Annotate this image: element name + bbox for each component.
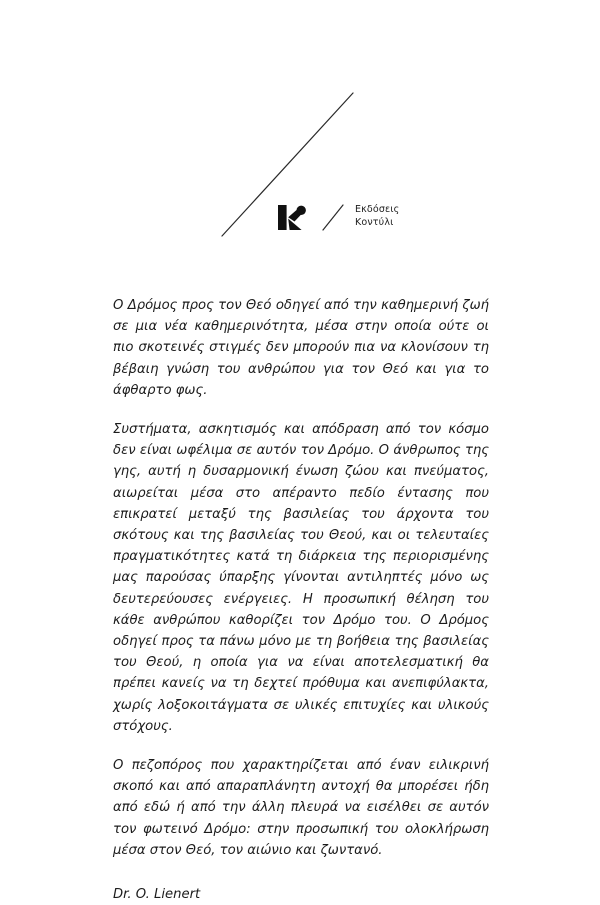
short-slash-line [323, 205, 343, 230]
paragraph-2: Συστήματα, ασκητισμός και απόδραση από τον κόσμο δεν είναι ωφέλιμα σε αυτόν τον Δρόμο. Ο άνθρωπος της γης, αυτή η δυσαρμονική ένωση ζώου και πνεύματος, αιωρείται μέσα στο απέραντο πεδίο έντασης που επικρατεί μεταξύ της βασιλείας του άρχοντα του σκότους και της βασιλείας του Θεού, και οι τελευταίες πραγματικότητες κατά τη διάρκεια της περιορισμένης μας παρούσας ύπαρξης γίνονται αντιληπτές μόνο ως δευτερεύουσες ενέργειες. Η προσωπική θέληση του κάθε ανθρώπου καθορίζει τον Δρόμο του. Ο Δρόμος οδηγεί προς τα πάνω μόνο με τη βοήθεια της βασιλείας του Θεού, η οποία για να είναι αποτελεσματική θα πρέπει κανείς να τη δεχτεί πρόθυμα και ανεπιφύλακτα, χωρίς λοξοκοιτάγματα σε υλικές επιτυχίες και υλικούς στόχους. [113, 422, 489, 734]
paragraph-1: Ο Δρόμος προς τον Θεό οδηγεί από την καθημερινή ζωή σε μια νέα καθημερινότητα, μέσα στην οποία ούτε οι πιο σκοτεινές στιγμές δεν μπορούν πια να κλονίσουν τη βέβαιη γνώση του ανθρώπου για τον Θεό και για το άφθαρτο φως. [113, 298, 489, 398]
kontyli-k-mark-icon [277, 201, 313, 233]
publisher-name [355, 203, 399, 229]
publisher-name-line-1: Εκδόσεις [355, 204, 400, 215]
paragraph-3: Ο πεζοπόρος που χαρακτηρίζεται από έναν ειλικρινή σκοπό και από απαραπλάνητη αντοχή θα μπορέσει ήδη από εδώ ή από την άλλη πλευρά να εισέλθει σε αυτόν τον φωτεινό Δρόμο: στην προσωπική του ολοκλήρωση μέσα στον Θεό, τον αιώνιο και ζωντανό. [113, 758, 489, 858]
body-copy [113, 295, 489, 905]
author-signature: Dr. O. Lienert [113, 887, 201, 903]
publisher-logo-block [0, 0, 600, 270]
publisher-name-line-2: Κοντύλι [355, 217, 394, 228]
